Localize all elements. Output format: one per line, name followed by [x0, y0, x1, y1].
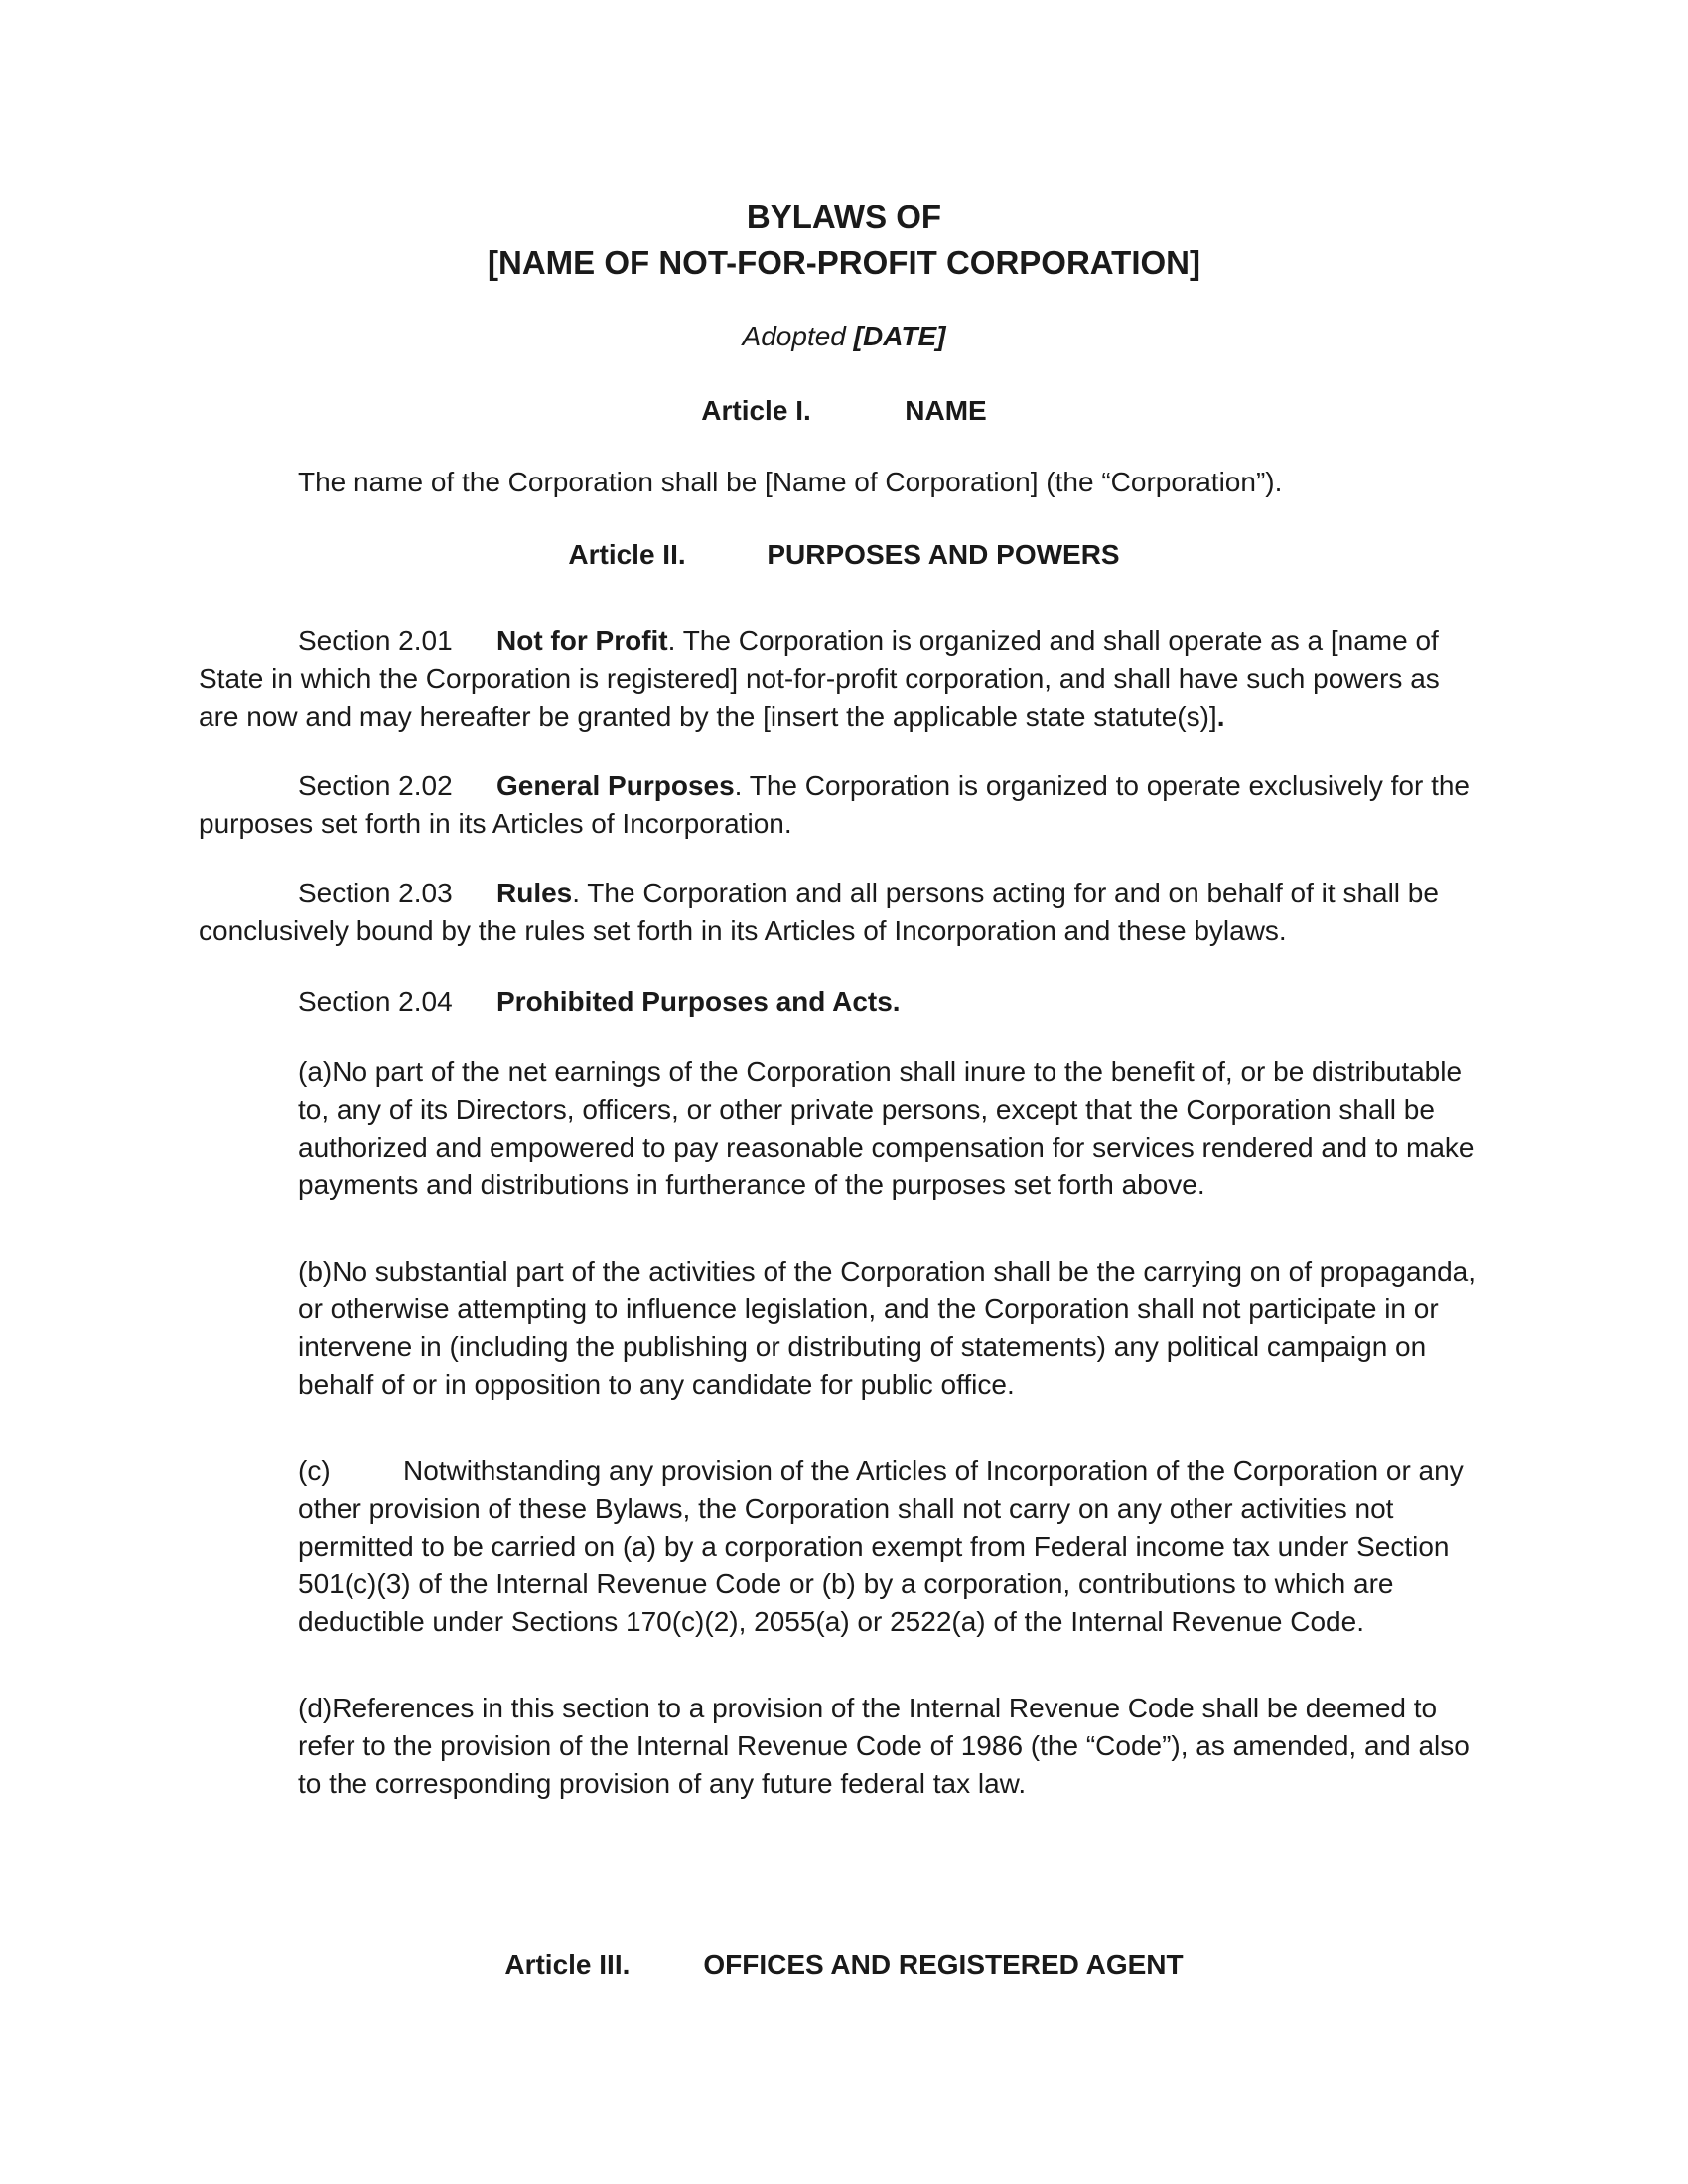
section-2-04-line-1 — [298, 983, 901, 1021]
paragraph-d-line: (d)References in this section to a provision of the Internal Revenue Code shall be deemed to — [298, 1693, 1438, 1723]
article-1-name: NAME — [905, 395, 987, 426]
adopted-prefix: Adopted — [742, 321, 854, 351]
paragraph-c-label: (c) — [298, 1455, 331, 1486]
section-2-01-text-3: are now and may hereafter be granted by the [insert the applicable state statute(s)] — [199, 701, 1217, 732]
section-2-01-text-1: . The Corporation is organized and shall operate as a [name of — [667, 625, 1439, 656]
paragraph-a-line: authorized and empowered to pay reasonable compensation for services rendered and to make — [298, 1132, 1475, 1162]
paragraph-a-line: payments and distributions in furtherance of the purposes set forth above. — [298, 1169, 1205, 1200]
paragraph-b-line: intervene in (including the publishing or distributing of statements) any political campaign on — [298, 1331, 1427, 1362]
paragraph-c-line: other provision of these Bylaws, the Corporation shall not carry on any other activities not — [298, 1493, 1394, 1524]
adopted-line — [0, 318, 1688, 355]
section-2-02-line-1 — [298, 767, 1470, 805]
paragraph-b-line: or otherwise attempting to influence legislation, and the Corporation shall not participate in or — [298, 1294, 1439, 1324]
document-title-line-1: BYLAWS OF — [746, 199, 942, 235]
section-2-02-line-2: purposes set forth in its Articles of Incorporation. — [199, 808, 792, 839]
section-2-02-label: Section 2.02 — [298, 770, 453, 801]
section-2-03-label: Section 2.03 — [298, 878, 453, 908]
article-3-name: OFFICES AND REGISTERED AGENT — [703, 1949, 1184, 1979]
paragraph-b-line: behalf of or in opposition to any candidate for public office. — [298, 1369, 1015, 1400]
section-2-03-text-1: . The Corporation and all persons acting for and on behalf of it shall be — [572, 878, 1439, 908]
paragraph-c-line: deductible under Sections 170(c)(2), 2055(a) or 2522(a) of the Internal Revenue Code. — [298, 1606, 1364, 1637]
article-2-name: PURPOSES AND POWERS — [767, 539, 1120, 570]
article-2-number: Article II. — [568, 539, 686, 570]
adopted-date: [DATE] — [853, 321, 946, 351]
section-2-02-heading: General Purposes — [496, 770, 735, 801]
paragraph-d-line: refer to the provision of the Internal Revenue Code of 1986 (the “Code”), as amended, and also — [298, 1730, 1470, 1761]
paragraph-c-first-line — [298, 1452, 1464, 1490]
article-2-heading — [0, 536, 1688, 574]
article-3-number: Article III. — [504, 1949, 631, 1979]
paragraph-c-first-text: Notwithstanding any provision of the Articles of Incorporation of the Corporation or any — [403, 1455, 1464, 1486]
article-1-text: The name of the Corporation shall be [Name of Corporation] (the “Corporation”). — [298, 467, 1283, 497]
paragraph-c-line: 501(c)(3) of the Internal Revenue Code or (b) by a corporation, contributions to which are — [298, 1569, 1394, 1599]
section-2-03-line-1 — [298, 875, 1439, 912]
paragraph-a-line: to, any of its Directors, officers, or other private persons, except that the Corporation shall be — [298, 1094, 1435, 1125]
section-2-01-period: . — [1216, 701, 1225, 732]
section-2-04-heading: Prohibited Purposes and Acts. — [496, 986, 901, 1017]
document-title-line-2: [NAME OF NOT-FOR-PROFIT CORPORATION] — [488, 244, 1200, 281]
paragraph-a-line: (a)No part of the net earnings of the Corporation shall inure to the benefit of, or be distributable — [298, 1056, 1463, 1087]
article-1-number: Article I. — [701, 395, 811, 426]
section-2-03-line-2: conclusively bound by the rules set forth in its Articles of Incorporation and these bylaws. — [199, 915, 1287, 946]
paragraph-b-line: (b)No substantial part of the activities of the Corporation shall be the carrying on of propaganda, — [298, 1256, 1477, 1287]
section-2-01-line-3 — [199, 698, 1225, 736]
article-1-heading — [0, 392, 1688, 430]
paragraph-c-line: permitted to be carried on (a) by a corporation exempt from Federal income tax under Section — [298, 1531, 1450, 1562]
section-2-02-text-1: . The Corporation is organized to operate exclusively for the — [734, 770, 1470, 801]
section-2-03-heading: Rules — [496, 878, 573, 908]
section-2-01-label: Section 2.01 — [298, 625, 453, 656]
section-2-01-line-1 — [298, 622, 1439, 660]
article-3-heading — [0, 1946, 1688, 1983]
paragraph-d-line: to the corresponding provision of any future federal tax law. — [298, 1768, 1027, 1799]
section-2-04-label: Section 2.04 — [298, 986, 453, 1017]
section-2-01-heading: Not for Profit — [496, 625, 668, 656]
section-2-01-line-2: State in which the Corporation is registered] not-for-profit corporation, and shall have such powers as — [199, 663, 1440, 694]
